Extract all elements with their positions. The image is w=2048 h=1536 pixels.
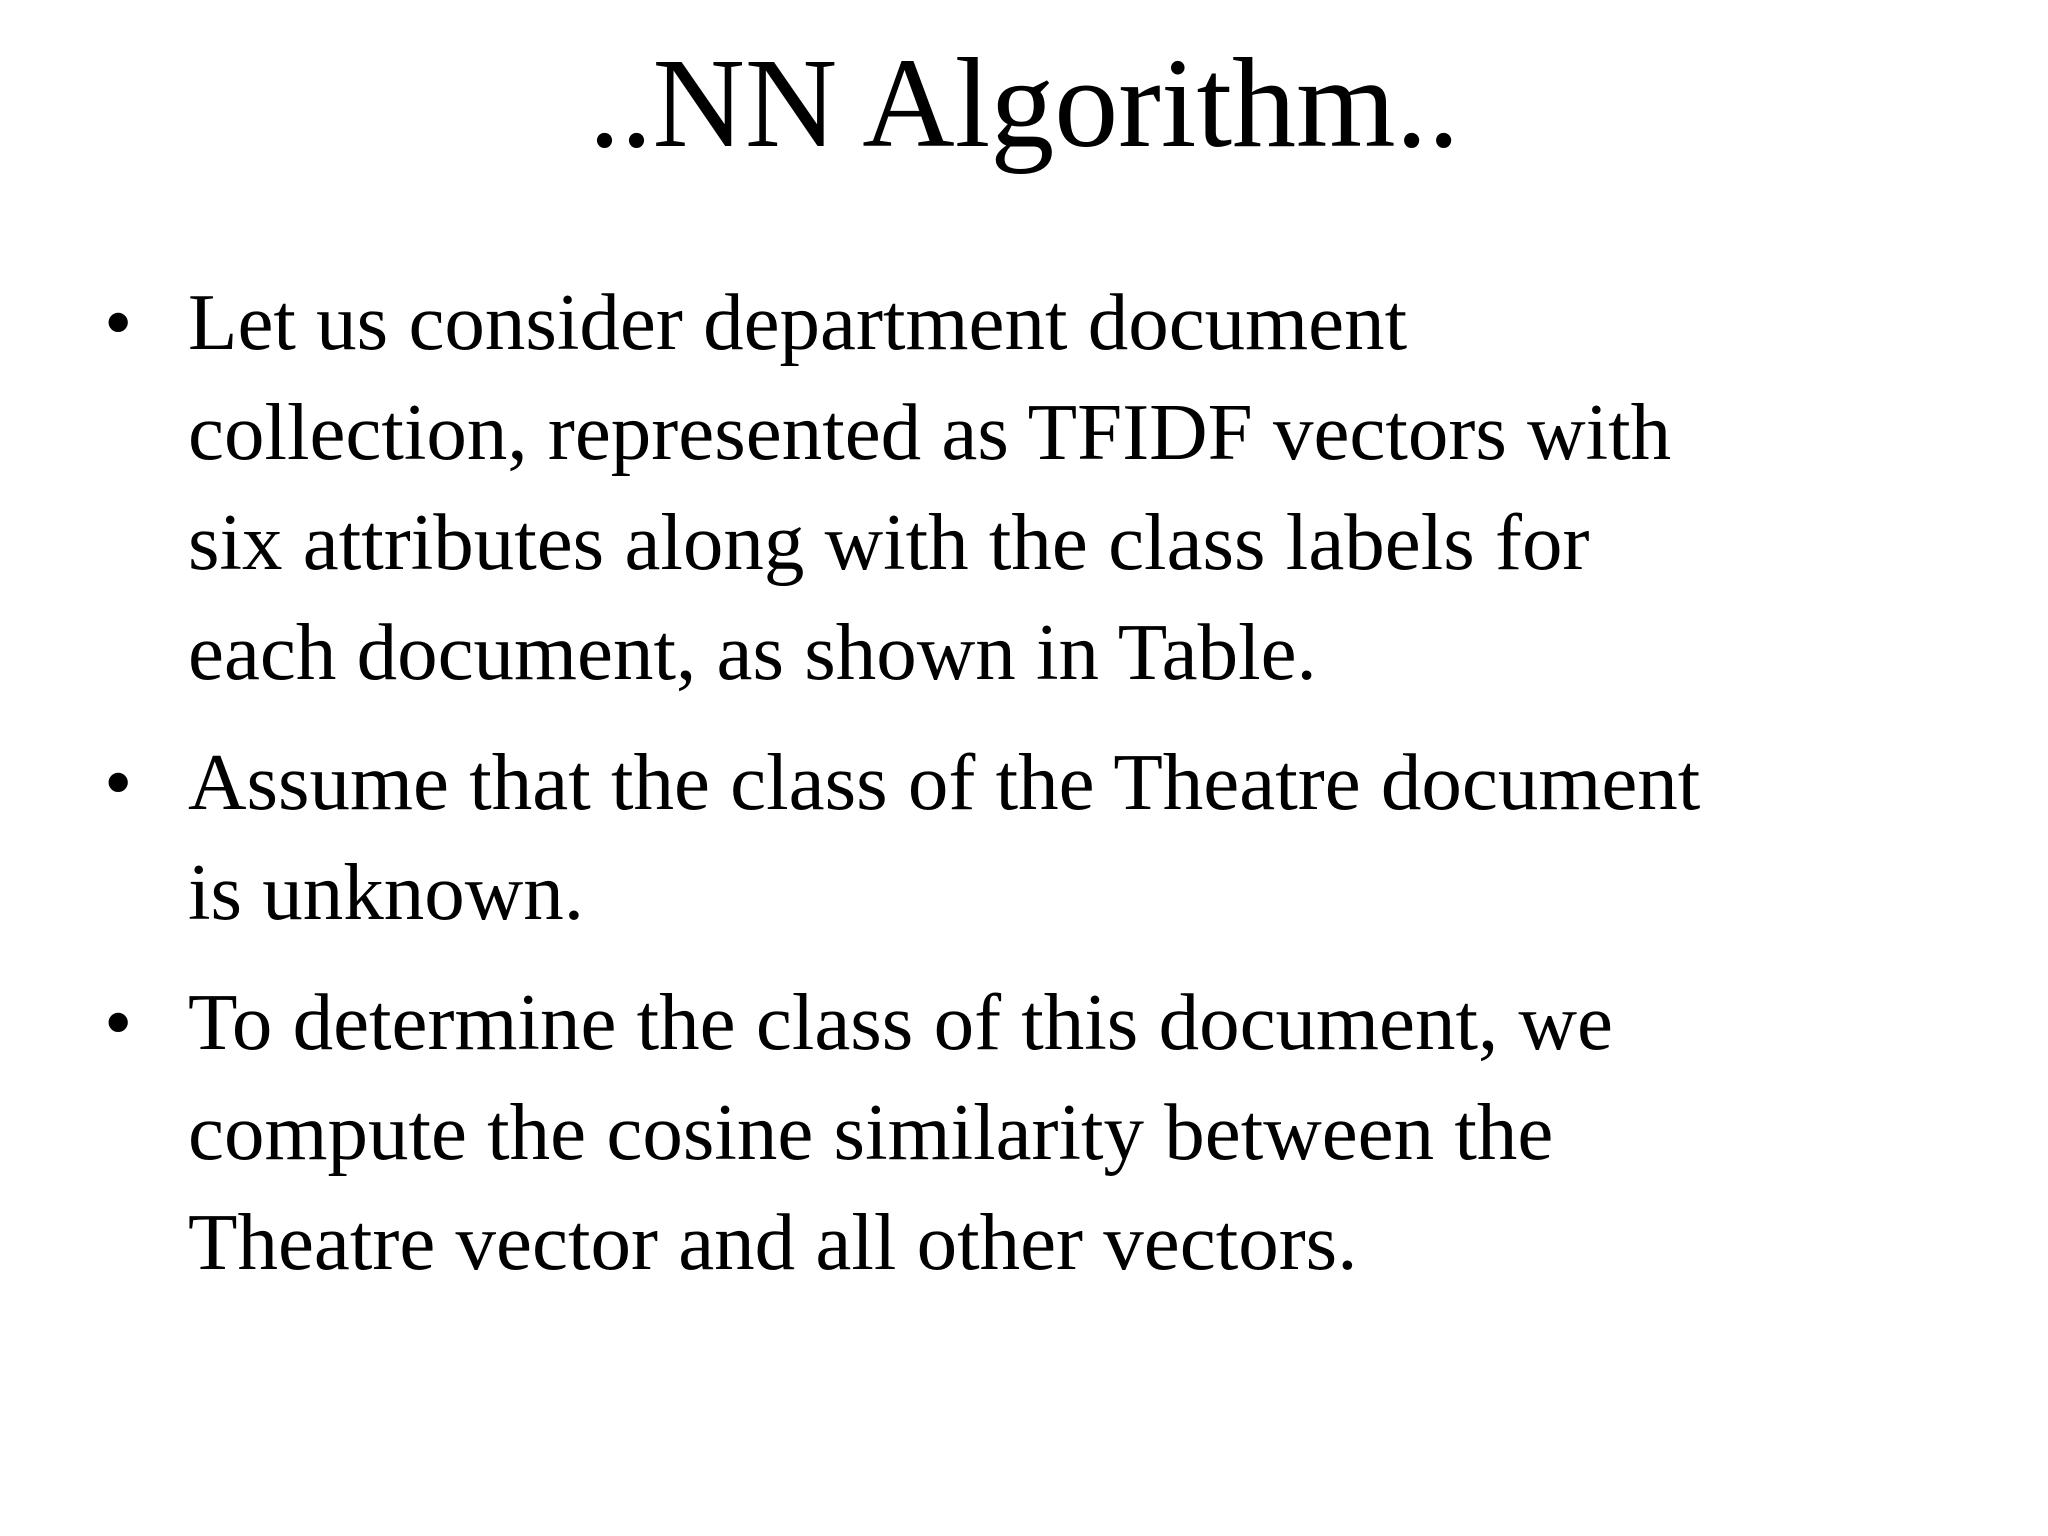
bullet-text-line: Theatre vector and all other vectors. [188, 1197, 1358, 1287]
slide-title: ..NN Algorithm.. [588, 32, 1460, 174]
bullet-icon: • [104, 977, 133, 1067]
bullet-text-line: is unknown. [188, 847, 585, 937]
bullet-item [104, 267, 1964, 707]
bullet-text-line: Assume that the class of the Theatre document [188, 737, 1701, 827]
bullet-text-line: each document, as shown in Table. [188, 607, 1317, 697]
bullet-text-line: six attributes along with the class labels for [188, 497, 1590, 587]
bullet-text-line: To determine the class of this document, we [188, 977, 1613, 1067]
bullet-list [104, 267, 1964, 1317]
bullet-icon: • [104, 277, 133, 367]
bullet-item [104, 727, 1964, 947]
bullet-icon: • [104, 737, 133, 827]
bullet-item [104, 967, 1964, 1297]
bullet-text-line: compute the cosine similarity between the [188, 1087, 1554, 1177]
bullet-text-line: Let us consider department document [188, 277, 1408, 367]
bullet-text-line: collection, represented as TFIDF vectors with [188, 387, 1672, 477]
